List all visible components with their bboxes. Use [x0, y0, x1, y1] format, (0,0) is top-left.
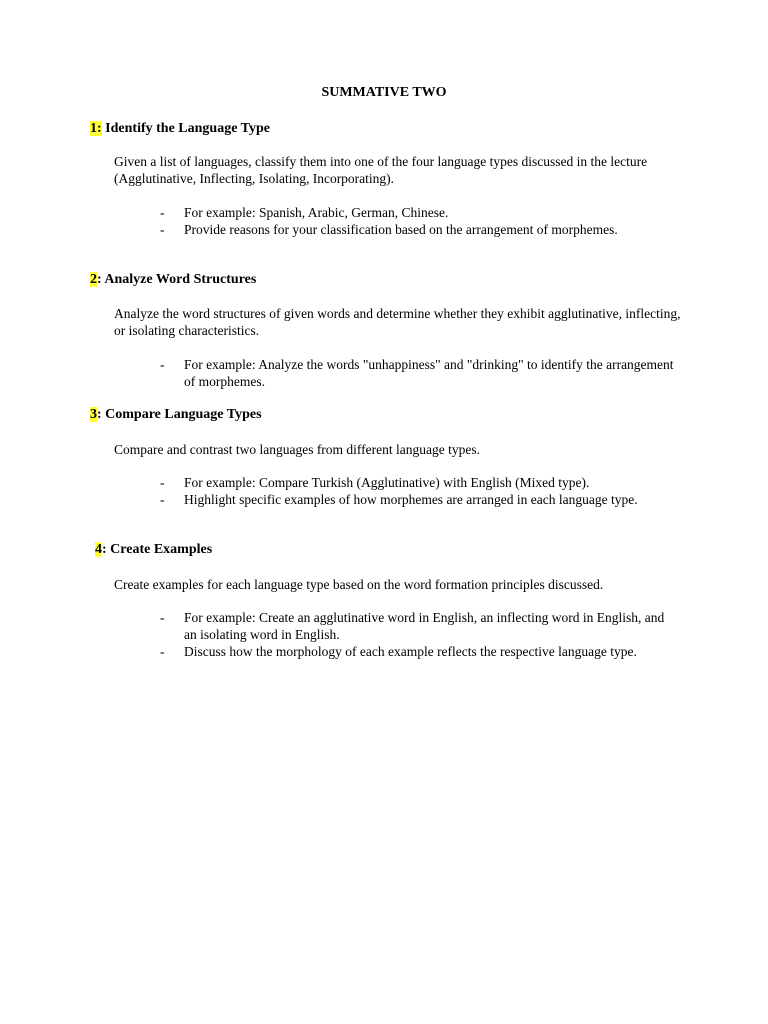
bullet-dash: -: [160, 205, 165, 220]
bullet-dash: -: [160, 644, 165, 659]
bullet-text: Discuss how the morphology of each example reflects the respective language type.: [184, 644, 637, 659]
section-2-number: 2: [90, 272, 97, 287]
bullet-text: For example: Analyze the words "unhappiness" and "drinking" to identify the arrangement of morphemes.: [184, 357, 674, 389]
section-1-number: 1:: [90, 121, 102, 136]
bullet-text: Provide reasons for your classification based on the arrangement of morphemes.: [184, 222, 618, 237]
section-1-heading: [90, 121, 270, 137]
section-4-title: : Create Examples: [102, 542, 213, 557]
bullet-dash: -: [160, 222, 165, 237]
list-item: [160, 474, 680, 491]
section-2-bullets: [160, 356, 680, 390]
list-item: [160, 356, 680, 390]
list-item: [160, 204, 680, 221]
bullet-text: For example: Create an agglutinative word in English, an inflecting word in English, and an isolating word in English.: [184, 610, 665, 642]
section-4-number: 4: [95, 542, 102, 557]
section-3-title: : Compare Language Types: [97, 407, 262, 422]
section-4-heading: [95, 542, 212, 558]
bullet-text: For example: Spanish, Arabic, German, Chinese.: [184, 205, 449, 220]
section-2-paragraph: Analyze the word structures of given words and determine whether they exhibit agglutinative, inflecting, or isolating characteristics.: [114, 306, 681, 338]
bullet-dash: -: [160, 475, 165, 490]
bullet-dash: -: [160, 492, 165, 507]
bullet-dash: -: [160, 357, 165, 372]
section-1-bullets: [160, 204, 680, 238]
list-item: [160, 643, 680, 660]
section-1-paragraph: Given a list of languages, classify them into one of the four language types discussed in the lecture (Agglutinative, Inflecting, Isolating, Incorporating).: [114, 154, 648, 186]
section-2-heading: [90, 272, 256, 288]
section-3-heading: [90, 407, 262, 423]
section-4-paragraph: Create examples for each language type based on the word formation principles discussed.: [114, 577, 604, 592]
section-3-bullets: [160, 474, 680, 508]
bullet-dash: -: [160, 610, 165, 625]
bullet-text: Highlight specific examples of how morphemes are arranged in each language type.: [184, 492, 638, 507]
section-3-paragraph: Compare and contrast two languages from different language types.: [114, 442, 481, 457]
section-4-bullets: [160, 609, 680, 660]
section-2-title: : Analyze Word Structures: [97, 272, 257, 287]
list-item: [160, 221, 680, 238]
list-item: [160, 609, 680, 643]
bullet-text: For example: Compare Turkish (Agglutinative) with English (Mixed type).: [184, 475, 590, 490]
page-title: SUMMATIVE TWO: [321, 85, 447, 100]
section-3-number: 3: [90, 407, 97, 422]
section-1-title: Identify the Language Type: [101, 121, 270, 136]
list-item: [160, 491, 680, 508]
